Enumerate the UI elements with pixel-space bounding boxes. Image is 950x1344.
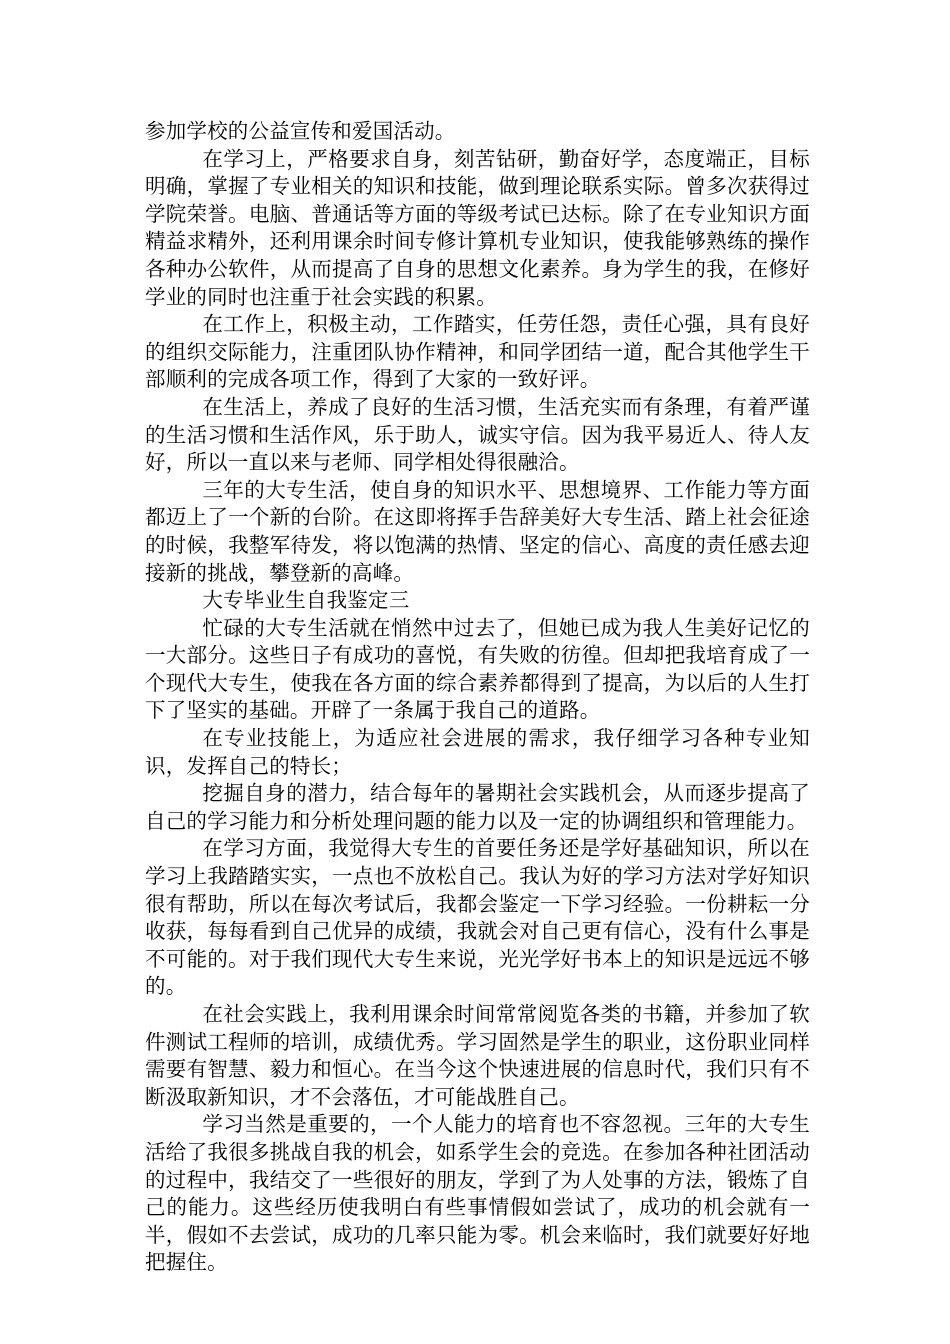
paragraph-practice: 在社会实践上，我利用课余时间常常阅览各类的书籍，并参加了软件测试工程师的培训，成绩优秀。学习固然是学生的职业，这份职业同样需要有智慧、毅力和恒心。在当今这个快速进展的信息时代，我们只有不断汲取新知识，才不会落伍，才可能战胜自己。	[145, 1002, 810, 1109]
paragraph-potential: 挖掘自身的潜力，结合每年的暑期社会实践机会，从而逐步提高了自己的学习能力和分析处理问题的能力以及一定的协调组织和管理能力。	[145, 781, 810, 833]
paragraph-life: 在生活上，养成了良好的生活习惯，生活充实而有条理，有着严谨的生活习惯和生活作风，乐于助人，诚实守信。因为我平易近人、待人友好，所以一直以来与老师、同学相处得很融洽。	[145, 394, 810, 475]
paragraph-work: 在工作上，积极主动，工作踏实，任劳任怨，责任心强，具有良好的组织交际能力，注重团队协作精神，和同学团结一道，配合其他学生干部顺利的完成各项工作，得到了大家的一致好评。	[145, 312, 810, 392]
paragraph-summary: 三年的大专生活，使自身的知识水平、思想境界、工作能力等方面都迈上了一个新的台阶。在这即将挥手告辞美好大专生活、踏上社会征途的时候，我整军待发，将以饱满的热情、坚定的信心、高度的责任感去迎接新的挑战，攀登新的高峰。	[145, 477, 810, 585]
paragraph-learning: 在学习方面，我觉得大专生的首要任务还是学好基础知识，所以在学习上我踏踏实实，一点也不放松自己。我认为好的学习方法对学好知识很有帮助，所以在每次考试后，我都会鉴定一下学习经验。一份耕耘一分收获，每每看到自己优异的成绩，我就会对自己更有信心，没有什么事是不可能的。对于我们现代大专生来说，光光学好书本上的知识是远远不够的。	[145, 836, 810, 999]
section-heading: 大专毕业生自我鉴定三	[202, 588, 410, 613]
paragraph-study: 在学习上，严格要求自身，刻苦钻研，勤奋好学，态度端正，目标明确，掌握了专业相关的知识和技能，做到理论联系实际。曾多次获得过学院荣誉。电脑、普通话等方面的等级考试已达标。除了在专业知识方面精益求精外，还利用课余时间专修计算机专业知识，使我能够熟练的操作各种办公软件，从而提高了自身的思想文化素养。身为学生的我，在修好学业的同时也注重于社会实践的积累。	[145, 146, 810, 309]
paragraph-intro: 忙碌的大专生活就在悄然中过去了，但她已成为我人生美好记忆的一大部分。这些日子有成功的喜悦，有失败的彷徨。但却把我培育成了一个现代大专生，使我在各方面的综合素养都得到了提高，为以后的人生打下了坚实的基础。开辟了一条属于我自己的道路。	[145, 615, 810, 723]
paragraph-continuation: 参加学校的公益宣传和爱国活动。	[145, 119, 456, 143]
paragraph-ability: 学习当然是重要的，一个人能力的培育也不容忽视。三年的大专生活给了我很多挑战自我的机会，如系学生会的竞选。在参加各种社团活动的过程中，我结交了一些很好的朋友，学到了为人处事的方法，锻炼了自己的能力。这些经历使我明白有些事情假如尝试了，成功的机会就有一半，假如不去尝试，成功的几率只能为零。机会来临时，我们就要好好地把握住。	[145, 1112, 810, 1275]
paragraph-skills: 在专业技能上，为适应社会进展的需求，我仔细学习各种专业知识，发挥自己的特长；	[145, 726, 810, 778]
